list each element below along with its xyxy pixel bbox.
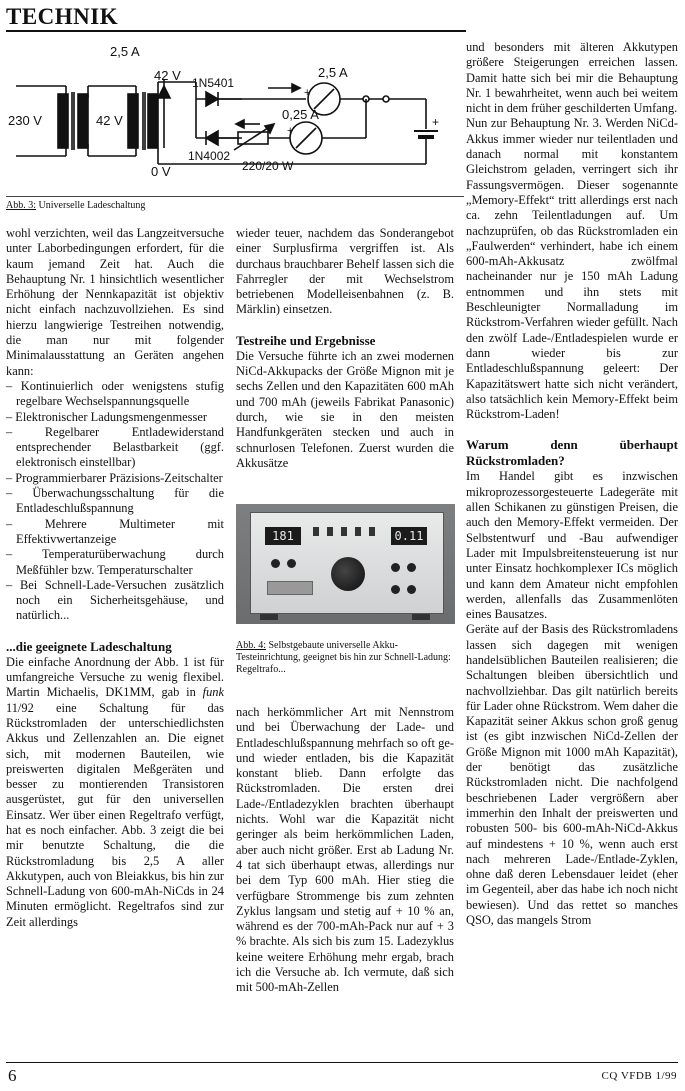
toggle-switch [313, 527, 319, 536]
col2-body: Die Versuche führte ich an zwei modernen NiCd-Akkupacks der Größe Mignon mit je sechs Zellen und den Kapazitäten 600 mAh und 700 mAh (jeweils Fabrikat Panasonic) durch, wie sie in den meisten Handfunkgeräten stecken und auch in schnurlosen Telefonen. Zuerst wurden die Akkusätze [236, 348, 454, 470]
device-foot [260, 614, 278, 620]
label-meter1: 2,5 A [318, 65, 348, 80]
label-diode1: 1N5401 [192, 76, 235, 90]
jack [407, 585, 416, 594]
jack [287, 559, 296, 568]
list-item: – Überwachungsschaltung für die Entladeschlußspannung [6, 486, 224, 517]
front-panel [250, 512, 444, 614]
label-plus1: + [304, 87, 311, 99]
publication-issue: CQ VFDB 1/99 [601, 1070, 677, 1082]
column-2 [236, 226, 454, 471]
lcd-right: 0.11 [391, 527, 427, 545]
label-mains: 230 V [8, 113, 42, 128]
toggle-switch [369, 527, 375, 536]
col1-intro: wohl verzichten, weil das Langzeitversuche unter Laborbedingungen erfordert, für die kaum jemand Zeit hat. Auch die Behauptung Nr. 1 hinsichtlich wesentlicher Erhöhung der Nennkapazität ist objektiv nicht einfach nachzuvollziehen. Es sind hierzu langwierige Testreihen notwendig, die man nur mit folgender Minimalausstattung an Geräten angehen kann: [6, 226, 224, 378]
col3-para2: Nun zur Behauptung Nr. 3. Werden NiCd-Akkus immer wieder nur teilentladen und danach normal mit konstantem Gleichstrom geladen, verringert sich ihr Fassungsvermögen. Dieser sogenannte „Memory-Effekt“ tritt allerdings erst nach ca. zehn Teilentladungen auf. Um nachzuprüfen, ob das Rückstromladen ein „Faulwerden“ verhindert, habe ich einem 600-mAh-Akkusatz zwölfmal nacheinander nur je 150 mAh Ladung entnommen und ihn stets mit Beschleunigter Normalladung im Rückstrom-Verfahren wieder gefüllt. Nach den zwölf Lade-/Entladespielen wurde er dann wieder bis zur Entladeschlußspannung geleert: Der Kapazitätswert hatte sich nicht verändert, also tatsächlich kein Memory-Effekt beim Rückstrom-Laden! [466, 116, 678, 422]
section-title: TECHNIK [6, 4, 119, 29]
toggle-switch [327, 527, 333, 536]
label-cur-top: 2,5 A [110, 44, 140, 59]
heading-rueckstromladen: Warum denn überhaupt Rückstromladen? [466, 437, 678, 469]
col1-body [6, 655, 224, 930]
column-2-continued [236, 705, 454, 996]
figure3-caption [6, 200, 226, 212]
col3-para4: Geräte auf der Basis des Rückstromladens lassen sich dagegen mit wenigen handelsüblichen Bauteilen realisieren; die Schaltungen bleiben übersichtlich und nachvollziehbar. Das gilt natürlich bereits für Lader ohne Rückstrom. Wem daher die Kapazität seiner Akkus schon groß genug ist (es gibt inzwischen NiCd-Zellen der Größe Mignon mit 1000 mAh Kapazität), der benötigt das zusätzliche Rückstromladen nicht. Die nachfolgend beschriebenen Lader vergrößern aber immerhin den Inhalt der preiswerten und robusten 500- bis 600-mAh-NiCd-Akkus auf mindestens + 10 %, wenn auch erst nach mehreren Lade-/Entlade-Zyklen, ohne daß deren Lebensdauer leidet (eher im Gegenteil, aber das habe ich noch nicht bewiesen). Und das rettet so manches QSO, das mangels Strom [466, 622, 678, 928]
name-plate [267, 581, 313, 595]
col1-body-b: 11/92 eine Schaltung für das Rückstromladen der unterschiedlichsten Akkus und Zellenzahlen an. Die eignet sich, mit modernen Bauteilen, wie preiswerten digitalen Meßgeräten und besser zu montierenden Transistoren ausgerüstet, gut für den universellen Einsatz. Wer über einen Regeltrafo verfügt, hat es noch einfacher. Abb. 3 zeigt die bei mir benutzte Schaltung, die die Rückstromladung bis 2,5 A aller Akkutypen, auch von Bleiakkus, bis hin zur Schnell-Ladung von 600-mAh-NiCds in 24 Minuten ermöglicht. Regeltrafos sind zur Zeit allerdings [6, 700, 224, 929]
col2-body2: nach herkömmlicher Art mit Nennstrom und bei Überwachung der Lade- und Entladeschlußspannung mehrfach so oft ge- und wieder entladen, bis die Kapazität konstant blieb. Dann erfolgte das Rückstromladen. Die ersten drei Lade-/Entladezyklen brachten überhaupt nichts. Wohl war die Kapazität nicht geringer als beim herkömmlichen Laden, aber auch nicht größer. Erst ab Ladung Nr. 4 tat sich überhaupt etwas, allerdings nur bei dem Typ 600 mAh. Hier stieg die verfügbare Strommenge bis zum zehnten Zyklus langsam und stetig auf + 10 % an, während es der 700-mAh-Pack nur auf + 3 % brachte. Als sich bis zum 15. Ladezyklus keine weitere Erhöhung mehr ergab, brach ich die Versuche ab. Ich vermute, daß sich mit 500-mAh-Zellen [236, 705, 454, 995]
label-out42: 42 V [154, 68, 181, 83]
charger-photo [236, 504, 455, 624]
list-item: – Kontinuierlich oder wenigstens stufig regelbare Wechselspannungsquelle [6, 379, 224, 410]
list-item: – Regelbarer Entladewiderstand entsprechender Belastbarkeit (ggf. elektronisch einstellbar) [6, 425, 224, 471]
footer-rule [6, 1062, 678, 1063]
heading-testreihe: Testreihe und Ergebnisse [236, 332, 376, 348]
jack [407, 563, 416, 572]
label-secondary: 42 V [96, 113, 123, 128]
list-item: – Temperaturüberwachung durch Meßfühler bzw. Temperaturschalter [6, 547, 224, 578]
list-item: – Programmierbarer Präzisions-Zeitschalter [6, 471, 224, 486]
label-plus3: + [432, 115, 440, 129]
heading-ladeschaltung: ...die geeignete Ladeschaltung [6, 638, 172, 654]
figure4-caption-ref: Abb. 4: [236, 640, 266, 651]
lcd-left: 181 [265, 527, 301, 545]
list-item: – Bei Schnell-Lade-Versuchen zusätzlich noch ein Sicherheitsgehäuse, und natürlich... [6, 578, 224, 624]
magazine-name: funk [202, 685, 224, 700]
label-meter2: 0,25 A [282, 107, 319, 122]
jack [391, 563, 400, 572]
column-1 [6, 226, 224, 930]
jack [271, 559, 280, 568]
col3-para3: Im Handel gibt es inzwischen mikroprozessorgesteuerte Ladegeräte mit allen Schikanen zu günstigen Preisen, die auch den Memory-Effekt vermeiden. Der Selbstentwurf und -Bau aufwendiger Lader mit Impulsbreitensteuerung ist nur unter Einsatz hochkomplexer ICs möglich und kann dem Amateur nicht empfohlen werden, allenfalls das Zusammenlöten eines Bausatzes. [466, 469, 678, 622]
page-number: 6 [8, 1066, 17, 1085]
figure3-rule [6, 196, 464, 197]
control-knob [331, 557, 365, 591]
list-item: – Mehrere Multimeter mit Effektivwertanzeige [6, 517, 224, 548]
figure4-caption-text: Selbstgebaute universelle Akku-Testeinrichtung, geeignet bis hin zur Schnell-Ladung: Regeltrafo... [236, 640, 451, 675]
figure3-caption-text: Universelle Ladeschaltung [36, 200, 146, 211]
label-plus2: + [287, 125, 294, 137]
col2-intro: wieder teuer, nachdem das Sonderangebot einer Surplusfirma vergriffen ist. Als durchaus brauchbarer Behelf lassen sich die Fahrregler der mit Wechselstrom betriebenen Modelleisenbahnen (z. B. Märklin) einsetzen. [236, 226, 454, 317]
label-resistor: 220/20 W [242, 159, 294, 173]
toggle-switch [355, 527, 361, 536]
equipment-list [6, 379, 224, 624]
col1-body-a: Die einfache Anordnung der Abb. 1 ist für umfangreiche Versuche zu wenig flexibel. Martin Michaelis, DK1MM, gab in [6, 654, 224, 700]
label-0v: 0 V [151, 164, 171, 179]
header-rule [6, 30, 466, 32]
column-3 [466, 40, 678, 928]
list-item: – Elektronischer Ladungsmengenmesser [6, 410, 224, 425]
label-diode2: 1N4002 [188, 149, 231, 163]
jack [391, 585, 400, 594]
figure4-caption [236, 640, 454, 676]
charging-circuit-schematic [6, 36, 464, 196]
device-foot [412, 614, 430, 620]
figure3-caption-ref: Abb. 3: [6, 200, 36, 211]
toggle-switch [341, 527, 347, 536]
col3-intro: und besonders mit älteren Akkutypen größere Steigerungen erreichen lassen. Damit hatte sich bei mir die Behauptung Nr. 1 bewahrheitet, wenn auch bei weitem nicht in dem früher geschilderten Umfang. [466, 40, 678, 116]
